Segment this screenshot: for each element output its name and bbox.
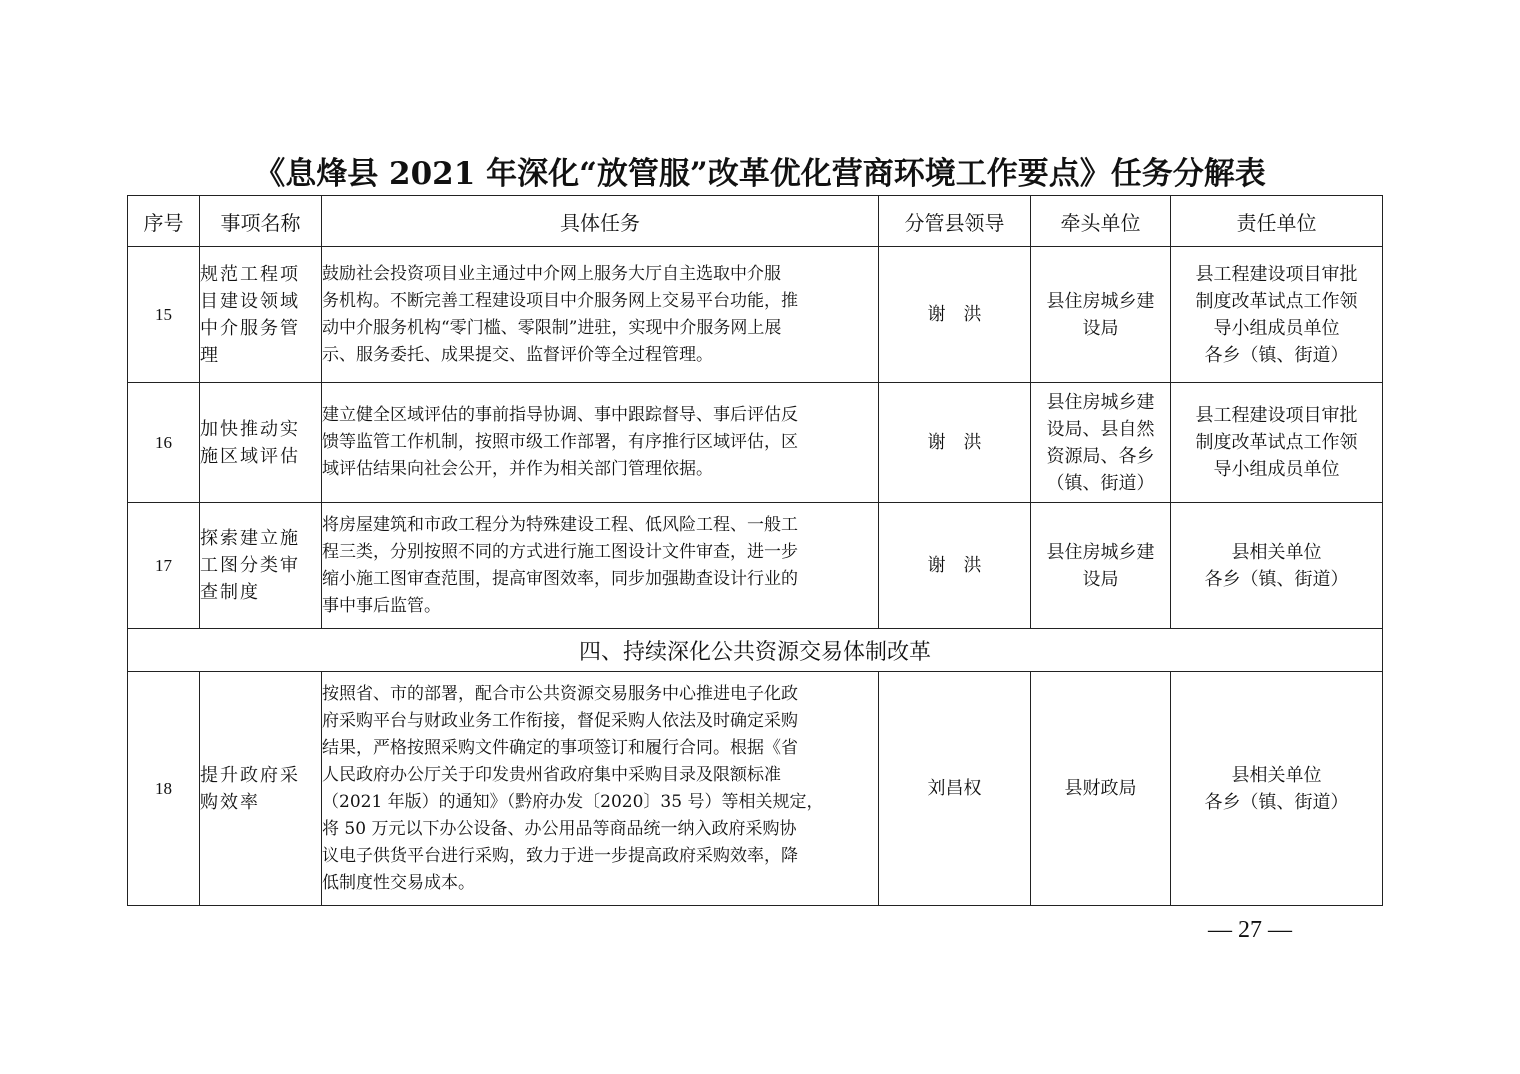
leader: 谢 洪 bbox=[879, 383, 1031, 503]
header-no: 序号 bbox=[128, 196, 200, 247]
resp-unit-line: 县相关单位 bbox=[1231, 541, 1322, 563]
resp-unit-line: 各乡（镇、街道） bbox=[1204, 791, 1349, 813]
lead-unit-line: 设局 bbox=[1082, 317, 1119, 339]
item-name-line: 查制度 bbox=[200, 582, 260, 603]
resp-unit-line: 导小组成员单位 bbox=[1213, 317, 1340, 339]
header-item: 事项名称 bbox=[200, 196, 322, 247]
resp-unit-line: 各乡（镇、街道） bbox=[1204, 568, 1349, 590]
item-name-line: 中介服务管 bbox=[200, 317, 300, 339]
task-line: 鼓励社会投资项目业主通过中介网上服务大厅自主选取中介服 bbox=[322, 263, 781, 284]
item-name bbox=[200, 672, 322, 906]
document-title: 《息烽县 2021 年深化“放管服”改革优化营商环境工作要点》任务分解表 bbox=[254, 156, 1266, 192]
task-line: 府采购平台与财政业务工作衔接，督促采购人依法及时确定采购 bbox=[322, 710, 798, 731]
item-name-line: 购效率 bbox=[200, 791, 260, 813]
task-table bbox=[127, 195, 1383, 906]
row-number: 17 bbox=[128, 503, 200, 629]
lead-unit bbox=[1031, 672, 1171, 906]
task-line: 程三类，分别按照不同的方式进行施工图设计文件审查，进一步 bbox=[322, 541, 798, 562]
header-lead-unit: 牵头单位 bbox=[1031, 196, 1171, 247]
task-description bbox=[322, 383, 879, 503]
task-line: 按照省、市的部署，配合市公共资源交易服务中心推进电子化政 bbox=[322, 683, 798, 704]
task-description bbox=[322, 672, 879, 906]
lead-unit-line: 县住房城乡建 bbox=[1046, 290, 1155, 312]
task-description bbox=[322, 503, 879, 629]
task-line: 将 50 万元以下办公设备、办公用品等商品统一纳入政府采购协 bbox=[322, 818, 797, 839]
table-header-row bbox=[128, 196, 1383, 247]
task-line: （2021 年版）的通知》（黔府办发〔2020〕35 号）等相关规定， bbox=[322, 791, 824, 812]
table-row bbox=[128, 247, 1383, 383]
task-line: 动中介服务机构“零门槛、零限制”进驻，实现中介服务网上展 bbox=[322, 317, 782, 338]
resp-unit-line: 导小组成员单位 bbox=[1213, 459, 1340, 480]
lead-unit-line: 县住房城乡建 bbox=[1046, 391, 1155, 413]
resp-unit-line: 制度改革试点工作领 bbox=[1195, 290, 1358, 312]
task-line: 务机构。不断完善工程建设项目中介服务网上交易平台功能，推 bbox=[322, 290, 798, 311]
section-row bbox=[128, 629, 1383, 672]
task-line: 将房屋建筑和市政工程分为特殊建设工程、低风险工程、一般工 bbox=[322, 514, 798, 535]
task-line: 低制度性交易成本。 bbox=[322, 872, 475, 893]
responsible-unit bbox=[1171, 672, 1383, 906]
lead-unit bbox=[1031, 247, 1171, 383]
row-number: 16 bbox=[128, 383, 200, 503]
lead-unit-line: 县财政局 bbox=[1064, 778, 1137, 799]
task-line: 人民政府办公厅关于印发贵州省政府集中采购目录及限额标准 bbox=[322, 764, 781, 785]
lead-unit-line: 设局 bbox=[1082, 568, 1119, 590]
table-row bbox=[128, 383, 1383, 503]
leader: 谢 洪 bbox=[879, 247, 1031, 383]
item-name-line: 工图分类审 bbox=[200, 555, 300, 576]
lead-unit-line: 资源局、各乡 bbox=[1046, 445, 1155, 467]
task-line: 议电子供货平台进行采购，致力于进一步提高政府采购效率，降 bbox=[322, 845, 798, 866]
resp-unit-line: 各乡（镇、街道） bbox=[1204, 344, 1349, 366]
item-name-line: 探索建立施 bbox=[200, 528, 300, 549]
item-name bbox=[200, 503, 322, 629]
item-name-line: 加快推动实 bbox=[200, 418, 300, 440]
lead-unit-line: （镇、街道） bbox=[1046, 472, 1155, 494]
resp-unit-line: 县工程建设项目审批 bbox=[1195, 263, 1358, 285]
task-line: 建立健全区域评估的事前指导协调、事中跟踪督导、事后评估反 bbox=[322, 405, 798, 425]
task-line: 馈等监管工作机制，按照市级工作部署，有序推行区域评估，区 bbox=[322, 432, 798, 452]
table-row bbox=[128, 503, 1383, 629]
item-name-line: 施区域评估 bbox=[200, 445, 300, 467]
task-line: 事中事后监管。 bbox=[322, 595, 441, 616]
responsible-unit bbox=[1171, 247, 1383, 383]
row-number: 18 bbox=[128, 672, 200, 906]
responsible-unit bbox=[1171, 503, 1383, 629]
lead-unit bbox=[1031, 383, 1171, 503]
item-name bbox=[200, 383, 322, 503]
task-line: 域评估结果向社会公开，并作为相关部门管理依据。 bbox=[322, 459, 713, 479]
task-line: 结果，严格按照采购文件确定的事项签订和履行合同。根据《省 bbox=[322, 737, 798, 758]
item-name-line: 提升政府采 bbox=[200, 764, 300, 786]
leader: 谢 洪 bbox=[879, 503, 1031, 629]
lead-unit-line: 设局、县自然 bbox=[1046, 418, 1155, 440]
section-title: 四、持续深化公共资源交易体制改革 bbox=[128, 629, 1383, 672]
resp-unit-line: 县工程建设项目审批 bbox=[1195, 405, 1358, 426]
row-number: 15 bbox=[128, 247, 200, 383]
task-line: 缩小施工图审查范围，提高审图效率，同步加强勘查设计行业的 bbox=[322, 568, 798, 589]
page-number: — 27 — bbox=[1208, 917, 1292, 943]
resp-unit-line: 县相关单位 bbox=[1231, 764, 1322, 786]
item-name-line: 规范工程项 bbox=[200, 263, 300, 285]
item-name bbox=[200, 247, 322, 383]
table-row bbox=[128, 672, 1383, 906]
header-resp-unit: 责任单位 bbox=[1171, 196, 1383, 247]
header-task: 具体任务 bbox=[322, 196, 879, 247]
responsible-unit bbox=[1171, 383, 1383, 503]
resp-unit-line: 制度改革试点工作领 bbox=[1195, 432, 1358, 453]
lead-unit-line: 县住房城乡建 bbox=[1046, 541, 1155, 563]
item-name-line: 理 bbox=[200, 344, 220, 366]
header-leader: 分管县领导 bbox=[879, 196, 1031, 247]
leader: 刘昌权 bbox=[879, 672, 1031, 906]
task-line: 示、服务委托、成果提交、监督评价等全过程管理。 bbox=[322, 344, 713, 365]
task-description bbox=[322, 247, 879, 383]
item-name-line: 目建设领域 bbox=[200, 290, 300, 312]
lead-unit bbox=[1031, 503, 1171, 629]
